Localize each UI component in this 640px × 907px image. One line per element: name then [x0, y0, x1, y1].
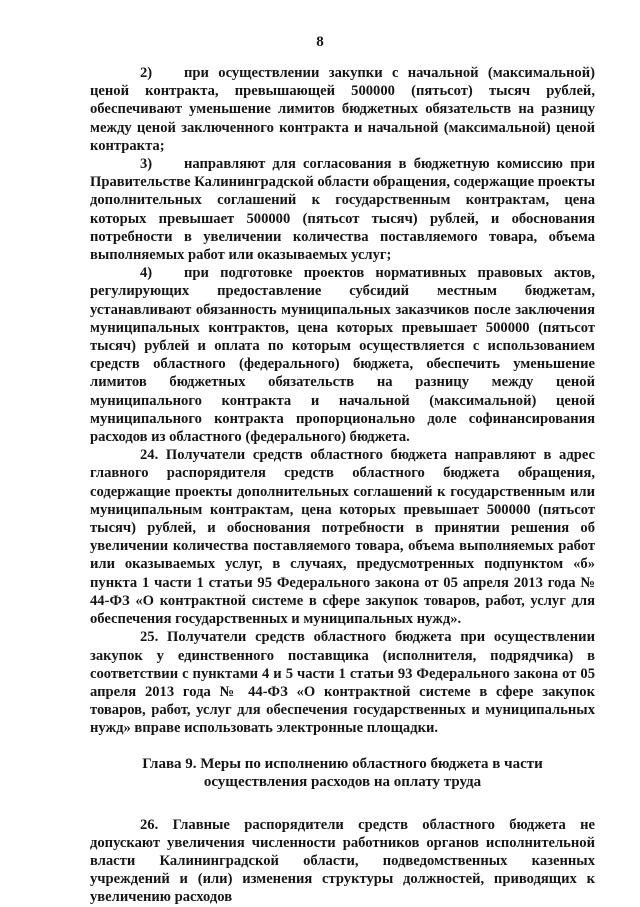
paragraph-2-text: при осуществлении закупки с начальной (максимальной) ценой контракта, превышающей 500000 (пятьсот) тысяч рублей, обеспечивают уменьшение лимитов бюджетных обязательств на разницу между ценой заключенного контракта и начальной (максимальной) ценой контракта; [90, 65, 595, 154]
paragraph-2 [90, 64, 595, 155]
paragraph-3-number: 3) [140, 156, 153, 173]
paragraph-4-number: 4) [140, 265, 153, 282]
paragraph-26: 26. Главные распорядители средств областного бюджета не допускают увеличения численности работников органов исполнительной власти Калининградской области, подведомственных казенных учреждений и (или) изменения структуры должностей, приводящих к увеличению расходов [90, 816, 595, 906]
paragraph-4 [90, 264, 595, 446]
chapter-heading-line-1: Глава 9. Меры по исполнению областного бюджета в части [142, 755, 543, 772]
paragraph-3 [90, 155, 595, 264]
chapter-heading-line-2: осуществления расходов на оплату труда [203, 774, 482, 791]
paragraph-2-number: 2) [140, 65, 153, 81]
document-body [90, 64, 595, 907]
chapter-heading [90, 755, 595, 792]
paragraph-25: 25. Получатели средств областного бюджета при осуществлении закупок у единственного поставщика (исполнителя, подрядчика) в соответствии с пунктами 4 и 5 части 1 статьи 93 Федерального закона от 05 апреля 2013 года № 44-ФЗ «О контрактной системе в сфере закупок товаров, работ, услуг для обеспечения государственных и муниципальных нужд» вправе использовать электронные площадки. [90, 629, 595, 737]
paragraph-24: 24. Получатели средств областного бюджета направляют в адрес главного распорядителя средств областного бюджета обращения, содержащие проекты дополнительных соглашений к государственным или муниципальным контрактам, цена которых превышает 500000 (пятьсот тысяч) рублей, и обоснования потребности в принятии решения об увеличении количества поставляемого товара, объема выполняемых работ или оказываемых услуг, в случаях, предусмотренных подпунктом «б» пункта 1 части 1 статьи 95 Федерального закона от 05 апреля 2013 года № 44-ФЗ «О контрактной системе в сфере закупок товаров, работ, услуг для обеспечения государственных и муниципальных нужд». [90, 447, 595, 628]
paragraph-3-text: направляют для согласования в бюджетную комиссию при Правительстве Калининградской области обращения, содержащие проекты дополнительных соглашений к государственным контрактам, цена которых превышает 500000 (пятьсот тысяч) рублей, и обоснования потребности в увеличении количества поставляемого товара, объема выполняемых работ или оказываемых услуг; [90, 156, 595, 264]
page-number: 8 [316, 34, 324, 50]
paragraph-4-text: при подготовке проектов нормативных правовых актов, регулирующих предоставление субсидий местным бюджетам, устанавливают обязанность муниципальных заказчиков после заключения муниципальных контрактов, цена которых превышает 500000 (пятьсот тысяч) рублей и оплата по которым осуществляется с использованием средств областного (федерального) бюджета, обеспечить уменьшение лимитов бюджетных обязательств на разницу между ценой муниципального контракта и начальной (максимальной) ценой муниципального контракта пропорционально доле софинансирования расходов из областного (федерального) бюджета. [90, 265, 595, 446]
